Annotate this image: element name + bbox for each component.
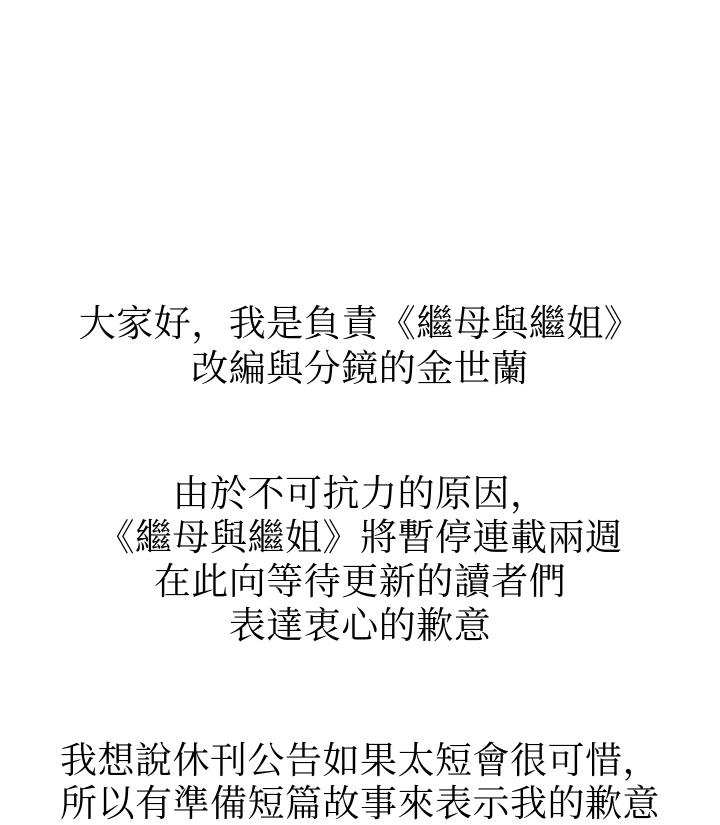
intro-line-2: 改編與分鏡的金世蘭 (191, 348, 529, 389)
hiatus-notice-block (0, 472, 720, 648)
hiatus-notice-line-1: 由於不可抗力的原因， (172, 473, 548, 514)
apology-note-line-1: 我想說休刊公告如果太短會很可惜， (60, 740, 660, 781)
intro-block (0, 301, 720, 391)
hiatus-notice-line-4: 表達衷心的歉意 (228, 605, 492, 646)
apology-note-line-2-clipped: 所以有準備短篇故事來表示我的歉意 (60, 783, 660, 824)
intro-line-1: 大家好，我是負責《繼母與繼姐》 (78, 303, 642, 344)
hiatus-notice-line-3: 在此向等待更新的讀者們 (153, 561, 567, 602)
apology-note-block (0, 739, 720, 825)
hiatus-notice-line-2: 《繼母與繼姐》將暫停連載兩週 (97, 517, 623, 558)
